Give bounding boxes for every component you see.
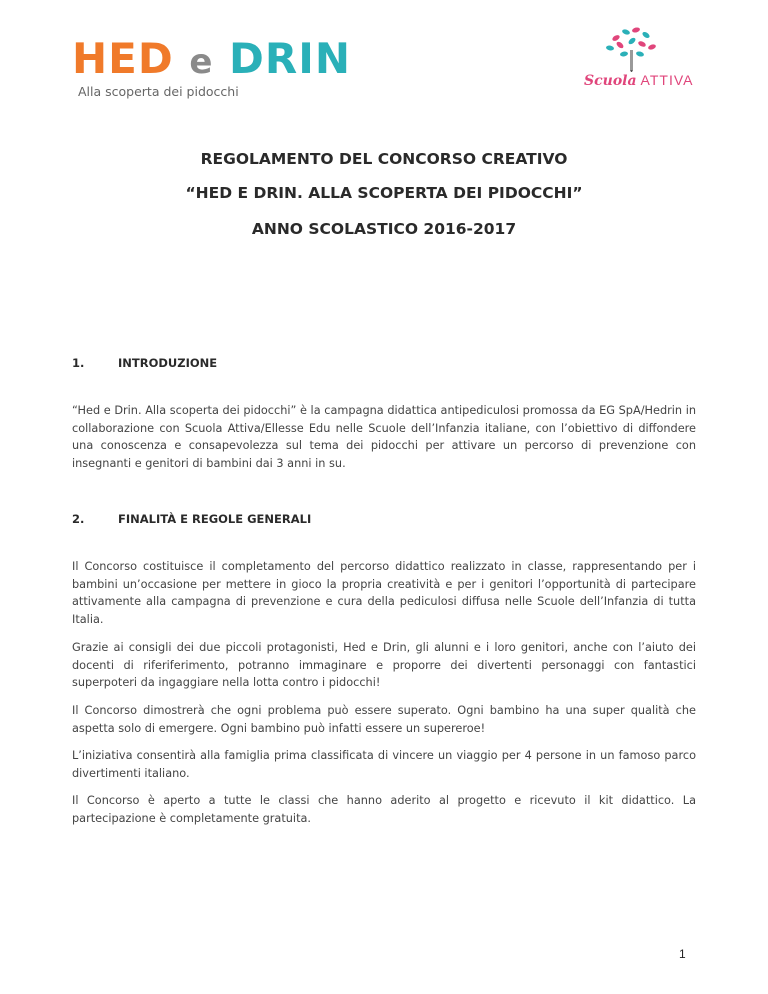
section-title: INTRODUZIONE <box>118 356 218 370</box>
title-line-2: “HED E DRIN. ALLA SCOPERTA DEI PIDOCCHI” <box>185 184 583 202</box>
paragraph: Il Concorso è aperto a tutte le classi che hanno aderito al progetto e ricevuto il kit didattico. La partecipazione è completamente gratuita. <box>72 794 696 825</box>
section-number: 2. <box>72 512 85 526</box>
logo-hed-text: HED <box>72 34 174 83</box>
logo-wordmark <box>72 34 352 83</box>
section-title: FINALITÀ E REGOLE GENERALI <box>118 512 312 526</box>
section-heading-introduzione <box>72 356 217 370</box>
logo-e-text: e <box>189 42 214 82</box>
title-line-1: REGOLAMENTO DEL CONCORSO CREATIVO <box>200 150 568 168</box>
scuola-attiva-logo <box>580 26 700 96</box>
paragraph: L’iniziativa consentirà alla famiglia prima classificata di vincere un viaggio per 4 persone in un famoso parco divertimenti italiano. <box>72 749 696 780</box>
title-line-3: ANNO SCOLASTICO 2016-2017 <box>251 220 517 238</box>
logo-drin-text: DRIN <box>229 34 352 83</box>
page-number: 1 <box>679 947 686 961</box>
school-year <box>0 218 768 240</box>
logo-attiva-text: ATTIVA <box>640 72 694 88</box>
section-heading-finalita <box>72 512 311 526</box>
hed-e-drin-logo <box>72 34 352 99</box>
document-subtitle <box>0 182 768 204</box>
logo-scuola-text: Scuola <box>584 73 637 89</box>
logo-tagline: Alla scoperta dei pidocchi <box>78 84 239 99</box>
paragraph: “Hed e Drin. Alla scoperta dei pidocchi” è la campagna didattica antipediculosi promossa da EG SpA/Hedrin in collaborazione con Scuola Attiva/Ellesse Edu nelle Scuole dell’Infanzia italiane, con l’obiettivo di diffondere una conoscenza e consapevolezza sul tema dei pidocchi per attivare un percorso di prevenzione con insegnanti e genitori di bambini dai 3 anni in su. <box>72 404 696 470</box>
paragraph: Il Concorso dimostrerà che ogni problema può essere superato. Ogni bambino ha una super qualità che aspetta solo di emergere. Ogni bambino può infatti essere un supereroe! <box>72 704 696 735</box>
tree-leaves-icon <box>602 26 662 72</box>
document-title <box>0 148 768 170</box>
section-number: 1. <box>72 356 85 370</box>
paragraph: Grazie ai consigli dei due piccoli protagonisti, Hed e Drin, gli alunni e i loro genitori, anche con l’aiuto dei docenti di riferiferimento, potranno immaginare e proporre dei divertenti personaggi con fantastici superpoteri da ingaggiare nella lotta contro i pidocchi! <box>72 641 696 689</box>
paragraph: Il Concorso costituisce il completamento del percorso didattico realizzato in classe, rappresentando per i bambini un’occasione per mettere in gioco la propria creatività e per i genitori l’opportunità di partecipare attivamente alla campagna di prevenzione e cura della pediculosi diffusa nelle Scuole dell’Infanzia di tutta Italia. <box>72 560 696 626</box>
scuola-attiva-wordmark <box>584 72 693 89</box>
